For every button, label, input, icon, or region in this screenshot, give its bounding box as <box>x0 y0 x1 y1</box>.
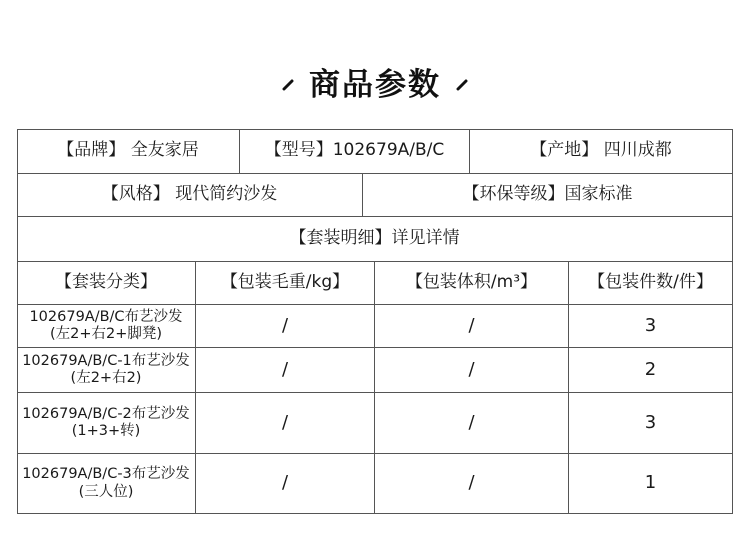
weight-value: / <box>196 393 375 454</box>
pieces-value: 2 <box>569 348 733 393</box>
table-row-name <box>17 393 196 454</box>
params-table <box>17 129 733 514</box>
pieces-value: 3 <box>569 393 733 454</box>
page-title: 商品参数 <box>309 66 441 103</box>
product-name: 102679A/B/C布艺沙发 <box>29 308 183 325</box>
weight-value: / <box>196 348 375 393</box>
eco-level-cell: 【环保等级】国家标准 <box>363 174 733 217</box>
product-name: 102679A/B/C-1布艺沙发 <box>22 352 190 369</box>
product-config: (三人位) <box>78 483 134 500</box>
volume-value: / <box>375 393 569 454</box>
volume-value: / <box>375 348 569 393</box>
product-config: (1+3+转) <box>71 423 141 439</box>
product-name: 102679A/B/C-2布艺沙发 <box>22 405 190 422</box>
header-pieces: 【包装件数/件】 <box>569 262 733 305</box>
weight-value: / <box>196 454 375 514</box>
slash-decoration-icon <box>281 77 295 91</box>
section-title <box>0 58 750 104</box>
slash-decoration-icon <box>455 77 469 91</box>
table-row-name <box>17 305 196 348</box>
volume-value: / <box>375 305 569 348</box>
header-volume: 【包装体积/m³】 <box>375 262 569 305</box>
product-config: (左2+右2+脚凳) <box>49 326 163 342</box>
model-cell: 【型号】102679A/B/C <box>240 129 470 174</box>
set-detail-cell: 【套装明细】详见详情 <box>17 217 733 262</box>
origin-cell: 【产地】 四川成都 <box>470 129 733 174</box>
brand-cell: 【品牌】 全友家居 <box>17 129 240 174</box>
table-row-name <box>17 454 196 514</box>
product-name: 102679A/B/C-3布艺沙发 <box>22 466 190 483</box>
weight-value: / <box>196 305 375 348</box>
pieces-value: 3 <box>569 305 733 348</box>
header-category: 【套装分类】 <box>17 262 196 305</box>
style-cell: 【风格】 现代简约沙发 <box>17 174 363 217</box>
volume-value: / <box>375 454 569 514</box>
header-weight: 【包装毛重/kg】 <box>196 262 375 305</box>
table-row-name <box>17 348 196 393</box>
product-config: (左2+右2) <box>70 370 142 386</box>
pieces-value: 1 <box>569 454 733 514</box>
